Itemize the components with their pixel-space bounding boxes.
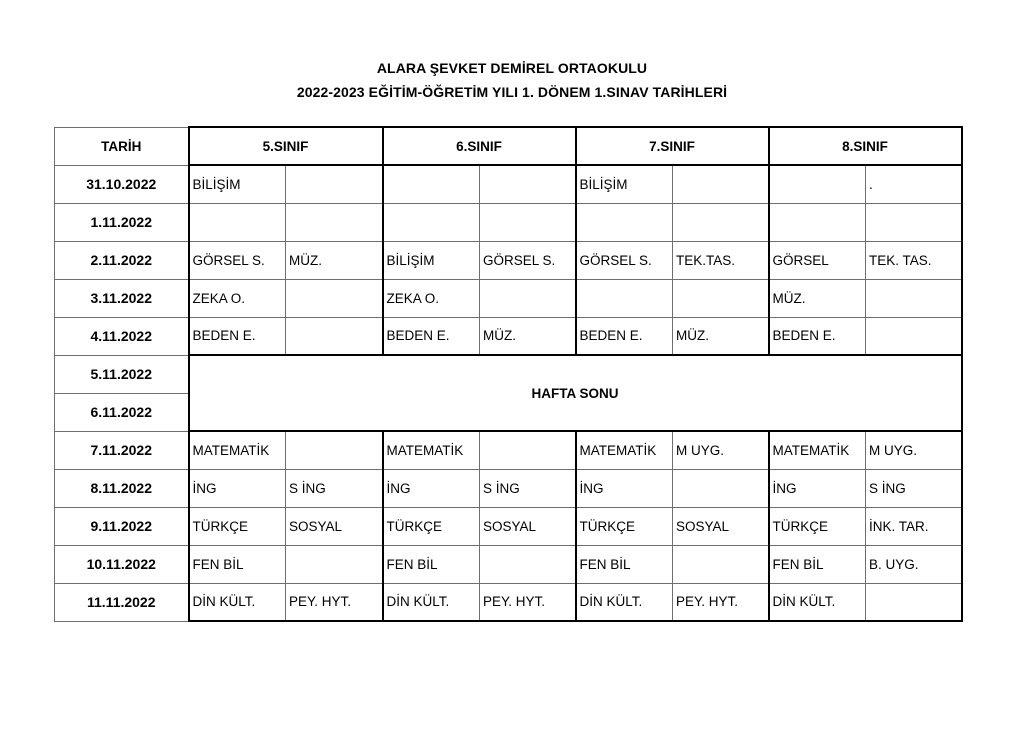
exam-cell: İNG	[189, 469, 286, 507]
date-cell: 7.11.2022	[55, 431, 189, 469]
date-cell: 2.11.2022	[55, 241, 189, 279]
exam-cell	[866, 279, 962, 317]
exam-cell: FEN BİL	[576, 545, 673, 583]
exam-cell: MÜZ.	[769, 279, 866, 317]
table-row	[55, 317, 962, 355]
exam-cell	[673, 203, 769, 241]
exam-cell: TÜRKÇE	[189, 507, 286, 545]
exam-cell	[286, 431, 383, 469]
exam-cell	[769, 203, 866, 241]
exam-cell: PEY. HYT.	[480, 583, 576, 621]
exam-cell: GÖRSEL S.	[480, 241, 576, 279]
date-column-header: TARİH	[55, 127, 189, 165]
exam-cell	[286, 279, 383, 317]
weekend-row	[55, 355, 962, 393]
grade-header: 5.SINIF	[189, 127, 383, 165]
exam-cell: MATEMATİK	[189, 431, 286, 469]
exam-cell	[769, 165, 866, 203]
exam-cell	[673, 165, 769, 203]
exam-cell	[480, 279, 576, 317]
exam-cell	[866, 583, 962, 621]
exam-cell: ZEKA O.	[383, 279, 480, 317]
exam-cell: PEY. HYT.	[286, 583, 383, 621]
exam-cell: S İNG	[866, 469, 962, 507]
date-cell: 8.11.2022	[55, 469, 189, 507]
header-row	[55, 127, 962, 165]
exam-cell	[576, 203, 673, 241]
exam-cell: ZEKA O.	[189, 279, 286, 317]
exam-cell: TÜRKÇE	[383, 507, 480, 545]
exam-cell	[189, 203, 286, 241]
exam-cell: İNG	[769, 469, 866, 507]
exam-cell: BEDEN E.	[576, 317, 673, 355]
exam-cell: SOSYAL	[480, 507, 576, 545]
exam-cell	[673, 469, 769, 507]
document-subtitle: 2022-2023 EĞİTİM-ÖĞRETİM YILI 1. DÖNEM 1.SINAV TARİHLERİ	[296, 84, 728, 100]
table-row	[55, 469, 962, 507]
exam-cell	[286, 203, 383, 241]
weekend-label: HAFTA SONU	[189, 355, 962, 431]
table-row	[55, 241, 962, 279]
exam-cell: MÜZ.	[673, 317, 769, 355]
exam-cell: DİN KÜLT.	[189, 583, 286, 621]
exam-cell: BİLİŞİM	[189, 165, 286, 203]
exam-cell: M UYG.	[866, 431, 962, 469]
date-cell: 1.11.2022	[55, 203, 189, 241]
exam-cell: TÜRKÇE	[576, 507, 673, 545]
table-row	[55, 545, 962, 583]
exam-cell: BİLİŞİM	[383, 241, 480, 279]
table-row	[55, 279, 962, 317]
exam-cell: İNK. TAR.	[866, 507, 962, 545]
exam-cell	[286, 317, 383, 355]
exam-cell: BEDEN E.	[189, 317, 286, 355]
grade-header: 7.SINIF	[576, 127, 769, 165]
exam-cell	[866, 317, 962, 355]
exam-cell: S İNG	[480, 469, 576, 507]
table-row	[55, 431, 962, 469]
exam-cell: SOSYAL	[673, 507, 769, 545]
exam-cell	[480, 545, 576, 583]
exam-cell: BEDEN E.	[383, 317, 480, 355]
table-row	[55, 165, 962, 203]
exam-cell: MATEMATİK	[769, 431, 866, 469]
exam-cell	[480, 165, 576, 203]
date-cell: 31.10.2022	[55, 165, 189, 203]
exam-cell: DİN KÜLT.	[769, 583, 866, 621]
exam-cell	[480, 203, 576, 241]
exam-cell: BEDEN E.	[769, 317, 866, 355]
exam-cell: FEN BİL	[769, 545, 866, 583]
grade-header: 8.SINIF	[769, 127, 962, 165]
exam-cell: GÖRSEL S.	[189, 241, 286, 279]
exam-cell: PEY. HYT.	[673, 583, 769, 621]
grade-header: 6.SINIF	[383, 127, 576, 165]
exam-cell: TÜRKÇE	[769, 507, 866, 545]
exam-cell: MÜZ.	[286, 241, 383, 279]
exam-cell: MÜZ.	[480, 317, 576, 355]
exam-cell: TEK. TAS.	[866, 241, 962, 279]
exam-cell: İNG	[576, 469, 673, 507]
exam-cell: BİLİŞİM	[576, 165, 673, 203]
exam-cell: SOSYAL	[286, 507, 383, 545]
exam-cell: TEK.TAS.	[673, 241, 769, 279]
exam-cell: GÖRSEL S.	[576, 241, 673, 279]
exam-cell: MATEMATİK	[383, 431, 480, 469]
exam-cell: .	[866, 165, 962, 203]
exam-cell: DİN KÜLT.	[576, 583, 673, 621]
exam-cell	[480, 431, 576, 469]
exam-cell: MATEMATİK	[576, 431, 673, 469]
date-cell: 4.11.2022	[55, 317, 189, 355]
exam-cell: B. UYG.	[866, 545, 962, 583]
exam-cell	[673, 279, 769, 317]
exam-cell	[673, 545, 769, 583]
date-cell: 6.11.2022	[55, 393, 189, 431]
exam-cell: FEN BİL	[189, 545, 286, 583]
exam-cell: İNG	[383, 469, 480, 507]
school-title: ALARA ŞEVKET DEMİREL ORTAOKULU	[376, 60, 648, 76]
exam-cell: FEN BİL	[383, 545, 480, 583]
table-row	[55, 507, 962, 545]
exam-cell	[286, 545, 383, 583]
exam-cell	[286, 165, 383, 203]
exam-cell	[866, 203, 962, 241]
table-row	[55, 583, 962, 621]
date-cell: 10.11.2022	[55, 545, 189, 583]
exam-cell: M UYG.	[673, 431, 769, 469]
date-cell: 9.11.2022	[55, 507, 189, 545]
date-cell: 3.11.2022	[55, 279, 189, 317]
date-cell: 11.11.2022	[55, 583, 189, 621]
exam-cell	[383, 203, 480, 241]
exam-cell	[576, 279, 673, 317]
exam-cell: DİN KÜLT.	[383, 583, 480, 621]
table-row	[55, 203, 962, 241]
date-cell: 5.11.2022	[55, 355, 189, 393]
exam-cell	[383, 165, 480, 203]
exam-schedule-table	[54, 126, 963, 622]
exam-cell: GÖRSEL	[769, 241, 866, 279]
exam-cell: S İNG	[286, 469, 383, 507]
